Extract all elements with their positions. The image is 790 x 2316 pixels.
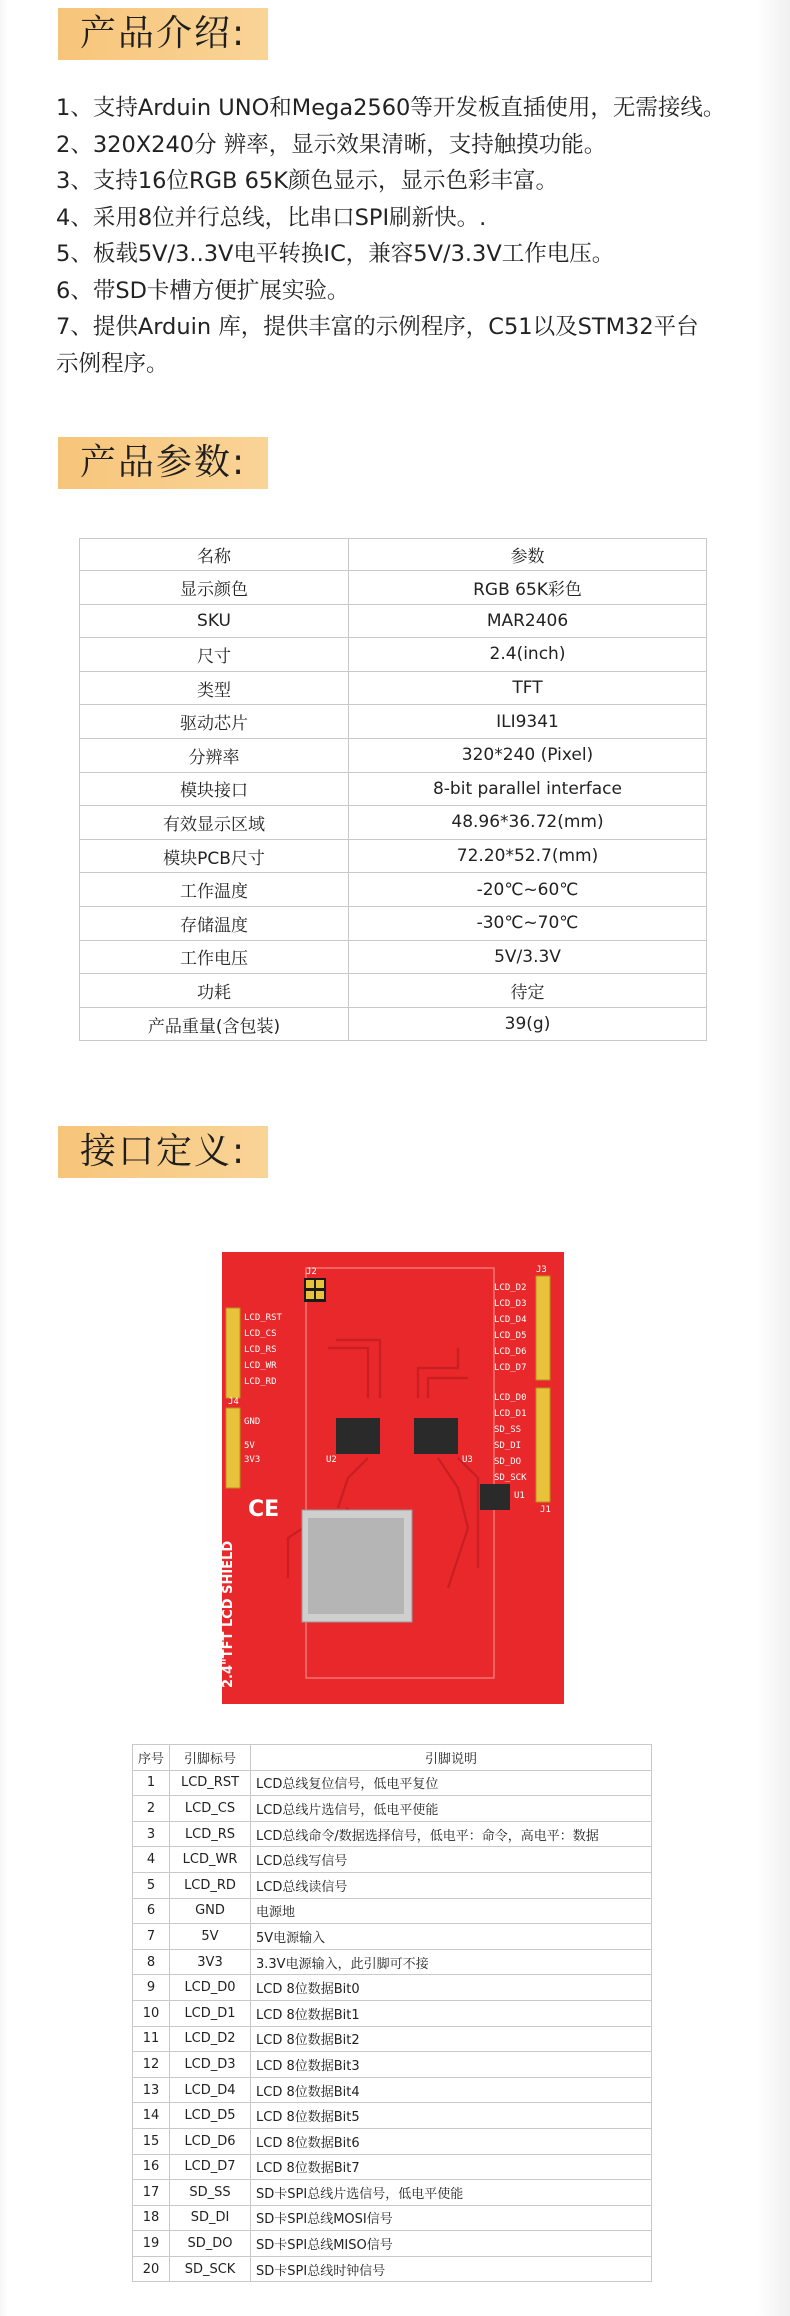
pin-label: LCD_D7: [170, 2154, 251, 2180]
intro-line: 6、带SD卡槽方便扩展实验。: [56, 277, 350, 304]
param-name: 显示颜色: [80, 571, 349, 605]
param-value: 待定: [349, 974, 707, 1008]
right-pin-label: SD_DI: [494, 1441, 522, 1451]
pin-desc: 5V电源输入: [251, 1924, 652, 1950]
param-value: 5V/3.3V: [349, 940, 707, 974]
label-u2: U2: [326, 1455, 337, 1465]
right-pin-label: LCD_D1: [494, 1409, 527, 1419]
param-value: 8-bit parallel interface: [349, 772, 707, 806]
param-name: 功耗: [80, 974, 349, 1008]
pin-label: LCD_RS: [170, 1821, 251, 1847]
right-pin-label: LCD_D3: [494, 1299, 527, 1309]
intro-line: 5、板载5V/3..3V电平转换IC，兼容5V/3.3V工作电压。: [56, 241, 615, 267]
right-pin-label: LCD_D5: [494, 1331, 527, 1341]
pin-desc: LCD总线写信号: [251, 1847, 652, 1873]
pin-desc: SD卡SPI总线MISO信号: [251, 2231, 652, 2257]
pin-no: 15: [133, 2128, 170, 2154]
header-j3: [536, 1276, 550, 1380]
right-pin-label: LCD_D0: [494, 1393, 527, 1403]
pin-no: 6: [133, 1898, 170, 1924]
param-name: 工作电压: [80, 940, 349, 974]
table-row: [80, 1007, 707, 1041]
pin-table-header: [133, 1745, 652, 1771]
section-title-pins: 接口定义:: [58, 1126, 268, 1178]
pin-no: 8: [133, 1949, 170, 1975]
intro-line: 3、支持16位RGB 65K颜色显示，显示色彩丰富。: [56, 168, 558, 194]
pin-header-label: 引脚标号: [170, 1745, 251, 1771]
pin-label: LCD_RST: [170, 1770, 251, 1796]
pin-table: [132, 1744, 652, 2282]
pin-label: LCD_CS: [170, 1796, 251, 1822]
right-pin-label: LCD_D2: [494, 1283, 527, 1293]
pin-desc: LCD 8位数据Bit2: [251, 2026, 652, 2052]
table-row: [133, 2231, 652, 2257]
pin-desc: SD卡SPI总线片选信号，低电平使能: [251, 2180, 652, 2206]
pin-no: 17: [133, 2180, 170, 2206]
param-name: 尺寸: [80, 638, 349, 672]
pin-no: 3: [133, 1821, 170, 1847]
pin-desc: LCD 8位数据Bit7: [251, 2154, 652, 2180]
right-pin-label: LCD_D7: [494, 1363, 527, 1373]
param-value: RGB 65K彩色: [349, 571, 707, 605]
table-row: [133, 2103, 652, 2129]
table-row: [133, 1821, 652, 1847]
table-row: [133, 2180, 652, 2206]
table-row: [133, 2052, 652, 2078]
pin-label: LCD_D0: [170, 1975, 251, 2001]
left-power-label: GND: [244, 1417, 261, 1427]
table-row: [133, 1770, 652, 1796]
pin-label: LCD_RD: [170, 1872, 251, 1898]
ce-mark: CE: [248, 1497, 280, 1522]
table-row: [80, 705, 707, 739]
pin-no: 11: [133, 2026, 170, 2052]
pcb-board-image: [218, 1248, 568, 1708]
pin-desc: LCD 8位数据Bit6: [251, 2128, 652, 2154]
right-pin-label: SD_DO: [494, 1457, 522, 1467]
pin-no: 4: [133, 1847, 170, 1873]
table-row: [133, 2000, 652, 2026]
param-name: 模块接口: [80, 772, 349, 806]
pin-desc: LCD 8位数据Bit5: [251, 2103, 652, 2129]
intro-line: 7、提供Arduin 库，提供丰富的示例程序，C51以及STM32平台: [56, 314, 699, 340]
table-row: [133, 1872, 652, 1898]
table-row: [133, 1975, 652, 2001]
right-pin-label: LCD_D4: [494, 1315, 527, 1325]
right-pin-label: SD_SCK: [494, 1473, 527, 1483]
table-row: [80, 638, 707, 672]
pin-desc: LCD总线读信号: [251, 1872, 652, 1898]
pin-no: 13: [133, 2077, 170, 2103]
table-row: [80, 571, 707, 605]
pin-desc: LCD总线片选信号，低电平使能: [251, 1796, 652, 1822]
param-table: [79, 538, 707, 1041]
param-value: 48.96*36.72(mm): [349, 806, 707, 840]
pin-header-no: 序号: [133, 1745, 170, 1771]
table-row: [133, 2128, 652, 2154]
pin-label: 3V3: [170, 1949, 251, 1975]
param-name: 驱动芯片: [80, 705, 349, 739]
intro-line: 1、支持Arduin UNO和Mega2560等开发板直插使用，无需接线。: [56, 95, 726, 121]
left-pin-label: LCD_RD: [244, 1377, 277, 1387]
label-u3: U3: [462, 1455, 473, 1465]
param-value: MAR2406: [349, 604, 707, 638]
pin-no: 7: [133, 1924, 170, 1950]
pin-no: 18: [133, 2205, 170, 2231]
pcb-board-svg: [218, 1248, 568, 1708]
param-header-value: 参数: [349, 539, 707, 571]
pin-label: SD_SCK: [170, 2256, 251, 2282]
table-row: [133, 2026, 652, 2052]
param-value: TFT: [349, 671, 707, 705]
pin-desc: LCD总线命令/数据选择信号，低电平：命令，高电平：数据: [251, 1821, 652, 1847]
table-row: [80, 806, 707, 840]
table-row: [133, 1847, 652, 1873]
param-name: SKU: [80, 604, 349, 638]
left-pin-label: LCD_RS: [244, 1345, 277, 1355]
table-row: [80, 940, 707, 974]
table-row: [133, 1949, 652, 1975]
regulator-u1: [480, 1484, 510, 1510]
pcb-silk-title: 2.4"TFT LCD SHIELD: [221, 1540, 236, 1688]
pin-no: 20: [133, 2256, 170, 2282]
table-row: [133, 1924, 652, 1950]
table-row: [133, 2256, 652, 2282]
header-j4-top: [226, 1308, 240, 1398]
left-pin-label: LCD_WR: [244, 1361, 277, 1371]
pin-label: LCD_D5: [170, 2103, 251, 2129]
table-row: [133, 2205, 652, 2231]
section-title-params: 产品参数:: [58, 437, 268, 489]
page-right-edge: [756, 0, 790, 2316]
pin-no: 9: [133, 1975, 170, 2001]
param-table-header: [80, 539, 707, 571]
table-row: [80, 671, 707, 705]
table-row: [133, 1898, 652, 1924]
intro-line: 4、采用8位并行总线，比串口SPI刷新快。.: [56, 204, 487, 231]
pin-no: 12: [133, 2052, 170, 2078]
label-j2: J2: [306, 1267, 317, 1277]
param-name: 工作温度: [80, 873, 349, 907]
pin-desc: SD卡SPI总线时钟信号: [251, 2256, 652, 2282]
param-name: 类型: [80, 671, 349, 705]
pin-label: LCD_D3: [170, 2052, 251, 2078]
param-value: 72.20*52.7(mm): [349, 839, 707, 873]
header-j1: [536, 1388, 550, 1502]
pin-no: 19: [133, 2231, 170, 2257]
intro-list: [56, 90, 756, 382]
pin-label: LCD_D4: [170, 2077, 251, 2103]
param-name: 模块PCB尺寸: [80, 839, 349, 873]
param-value: -30℃~70℃: [349, 906, 707, 940]
table-row: [80, 604, 707, 638]
table-row: [133, 1796, 652, 1822]
left-power-label: 5V: [244, 1441, 255, 1451]
param-value: 2.4(inch): [349, 638, 707, 672]
pin-desc: LCD总线复位信号，低电平复位: [251, 1770, 652, 1796]
chip-u3: [414, 1418, 458, 1454]
param-name: 分辨率: [80, 738, 349, 772]
param-name: 存储温度: [80, 906, 349, 940]
chip-u2: [336, 1418, 380, 1454]
param-value: 320*240 (Pixel): [349, 738, 707, 772]
pin-desc: SD卡SPI总线MOSI信号: [251, 2205, 652, 2231]
table-row: [80, 873, 707, 907]
pin-label: LCD_D6: [170, 2128, 251, 2154]
param-header-name: 名称: [80, 539, 349, 571]
header-j4-bottom: [226, 1408, 240, 1488]
label-j4: J4: [228, 1397, 239, 1407]
pin-label: SD_DO: [170, 2231, 251, 2257]
pin-no: 16: [133, 2154, 170, 2180]
pin-desc: LCD 8位数据Bit3: [251, 2052, 652, 2078]
intro-line: 2、320X240分 辨率，显示效果清晰，支持触摸功能。: [56, 131, 607, 158]
pin-label: LCD_D1: [170, 2000, 251, 2026]
pin-desc: 3.3V电源输入，此引脚可不接: [251, 1949, 652, 1975]
pin-label: GND: [170, 1898, 251, 1924]
pin-desc: 电源地: [251, 1898, 652, 1924]
left-power-label: 3V3: [244, 1455, 261, 1465]
pin-label: LCD_WR: [170, 1847, 251, 1873]
table-row: [133, 2154, 652, 2180]
pin-label: SD_DI: [170, 2205, 251, 2231]
page-left-edge: [0, 0, 8, 2316]
param-value: ILI9341: [349, 705, 707, 739]
pin-no: 14: [133, 2103, 170, 2129]
param-value: 39(g): [349, 1007, 707, 1041]
pin-header-desc: 引脚说明: [251, 1745, 652, 1771]
label-u1: U1: [514, 1491, 525, 1501]
left-pin-label: LCD_RST: [244, 1313, 282, 1323]
table-row: [80, 738, 707, 772]
table-row: [80, 839, 707, 873]
table-row: [80, 974, 707, 1008]
section-title-intro: 产品介绍:: [58, 8, 268, 60]
pin-label: 5V: [170, 1924, 251, 1950]
label-j3: J3: [536, 1265, 547, 1275]
right-pin-label: LCD_D6: [494, 1347, 527, 1357]
table-row: [133, 2077, 652, 2103]
pin-desc: LCD 8位数据Bit4: [251, 2077, 652, 2103]
right-pin-label: SD_SS: [494, 1425, 522, 1435]
table-row: [80, 772, 707, 806]
pin-no: 2: [133, 1796, 170, 1822]
pin-desc: LCD 8位数据Bit0: [251, 1975, 652, 2001]
param-name: 产品重量(含包装): [80, 1007, 349, 1041]
param-value: -20℃~60℃: [349, 873, 707, 907]
pin-desc: LCD 8位数据Bit1: [251, 2000, 652, 2026]
pin-no: 10: [133, 2000, 170, 2026]
pin-no: 1: [133, 1770, 170, 1796]
label-j1: J1: [540, 1505, 551, 1515]
param-name: 有效显示区域: [80, 806, 349, 840]
pin-no: 5: [133, 1872, 170, 1898]
table-row: [80, 906, 707, 940]
intro-line: 示例程序。: [56, 350, 169, 377]
pin-label: SD_SS: [170, 2180, 251, 2206]
pin-label: LCD_D2: [170, 2026, 251, 2052]
left-pin-label: LCD_CS: [244, 1329, 277, 1339]
